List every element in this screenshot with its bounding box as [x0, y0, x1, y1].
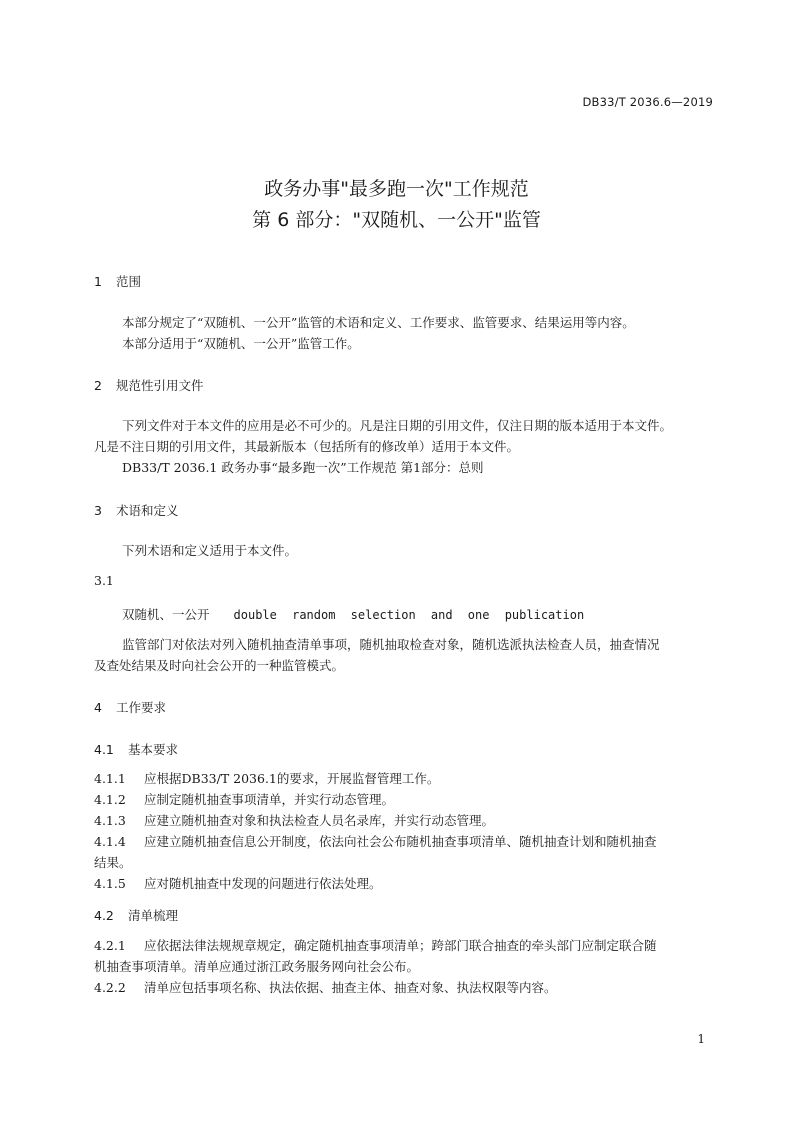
clause-4-1-4 [94, 831, 720, 852]
clause-4-1-4-continued: 结果。 [94, 855, 132, 870]
clause-4-1-1 [94, 768, 720, 789]
paragraph: 下列术语和定义适用于本文件。 [122, 543, 298, 558]
clause-text: 应对随机抽查中发现的问题进行依法处理。 [144, 876, 382, 891]
clause-number: 4.2.1 [94, 938, 126, 953]
document-title: 政务办事"最多跑一次"工作规范 [264, 178, 529, 200]
section-number: 4 [94, 700, 102, 715]
clause-number: 4.1.2 [94, 792, 126, 807]
clause-number: 4.1.5 [94, 876, 126, 891]
subsection-number: 4.2 [94, 908, 114, 923]
section-title: 规范性引用文件 [116, 378, 204, 393]
term-number: 3.1 [94, 573, 114, 588]
clause-4-2-1-continued: 机抽查事项清单。清单应通过浙江政务服务网向社会公布。 [94, 959, 420, 974]
section-number: 3 [94, 503, 102, 518]
clause-4-1-5 [94, 873, 720, 894]
clause-text: 清单应包括事项名称、执法依据、抽查主体、抽查对象、执法权限等内容。 [144, 980, 557, 995]
subsection-4-2-heading [94, 906, 178, 924]
subsection-title: 清单梳理 [128, 908, 179, 923]
clause-number: 4.2.2 [94, 980, 126, 995]
document-subtitle: 第 6 部分："双随机、一公开"监管 [252, 209, 541, 231]
clause-number: 4.1.3 [94, 813, 126, 828]
paragraph: 本部分适用于“双随机、一公开”监管工作。 [122, 336, 360, 351]
subsection-4-1-heading [94, 740, 178, 758]
section-2-heading [94, 376, 204, 394]
clause-text: 应制定随机抽查事项清单，并实行动态管理。 [144, 792, 395, 807]
term-definition: 及查处结果及时向社会公开的一种监管模式。 [94, 658, 345, 673]
term-chinese: 双随机、一公开 [122, 607, 210, 622]
normative-reference: DB33/T 2036.1 政务办事“最多跑一次”工作规范 第1部分：总则 [122, 460, 484, 475]
term-definition: 监管部门对依法对列入随机抽查清单事项，随机抽取检查对象，随机选派执法检查人员，抽查情况 [122, 637, 660, 652]
clause-4-1-3 [94, 810, 720, 831]
section-title: 术语和定义 [116, 503, 179, 518]
term-entry [122, 605, 584, 623]
clause-number: 4.1.4 [94, 834, 126, 849]
page-number: 1 [697, 1032, 705, 1046]
clause-text: 应根据DB33/T 2036.1的要求，开展监督管理工作。 [144, 771, 440, 786]
section-title: 工作要求 [116, 700, 167, 715]
subsection-title: 基本要求 [128, 742, 179, 757]
term-english: double random selection and one publication [233, 608, 585, 622]
section-number: 1 [94, 274, 102, 289]
section-3-heading [94, 501, 179, 519]
paragraph: 本部分规定了“双随机、一公开”监管的术语和定义、工作要求、监管要求、结果运用等内容。 [122, 315, 635, 330]
standard-code: DB33/T 2036.6—2019 [582, 95, 713, 109]
subsection-number: 4.1 [94, 742, 114, 757]
clause-text: 应依据法律法规规章规定，确定随机抽查事项清单；跨部门联合抽查的牵头部门应制定联合随 [144, 938, 657, 953]
clause-4-2-1 [94, 935, 720, 956]
section-1-heading [94, 272, 141, 290]
clause-4-1-2 [94, 789, 720, 810]
clause-number: 4.1.1 [94, 771, 126, 786]
clause-text: 应建立随机抽查对象和执法检查人员名录库，并实行动态管理。 [144, 813, 495, 828]
clause-4-2-2 [94, 977, 720, 998]
section-4-heading [94, 698, 166, 716]
section-number: 2 [94, 378, 102, 393]
paragraph: 下列文件对于本文件的应用是必不可少的。凡是注日期的引用文件，仅注日期的版本适用于本文件。 [122, 418, 673, 433]
section-title: 范围 [116, 274, 142, 289]
paragraph: 凡是不注日期的引用文件，其最新版本（包括所有的修改单）适用于本文件。 [94, 439, 520, 454]
clause-text: 应建立随机抽查信息公开制度，依法向社会公布随机抽查事项清单、随机抽查计划和随机抽查 [144, 834, 657, 849]
